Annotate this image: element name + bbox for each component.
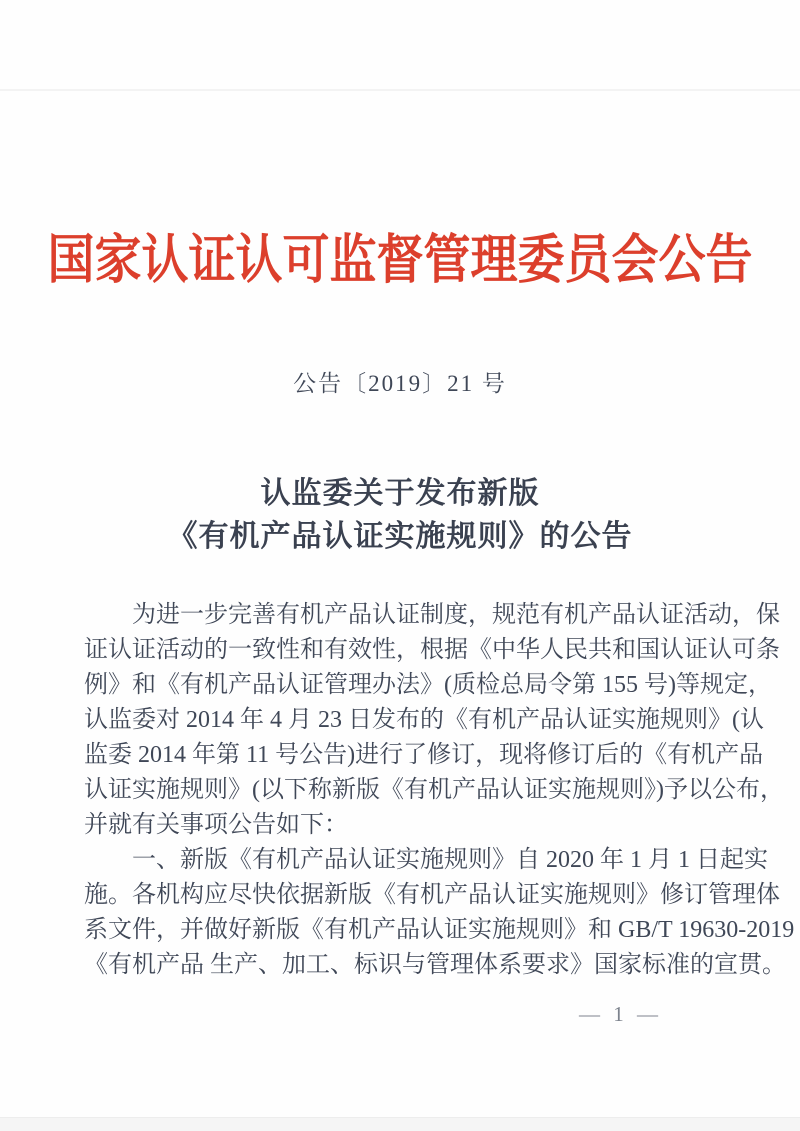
body-line: 系文件，并做好新版《有机产品认证实施规则》和 GB/T 19630-2019 [84, 917, 795, 943]
heading-line-1: 认监委关于发布新版 [260, 477, 540, 510]
document-heading [0, 472, 800, 558]
body-line: 例》和《有机产品认证管理办法》(质检总局令第 155 号)等规定， [84, 672, 772, 698]
body-line: 《有机产品 生产、加工、标识与管理体系要求》国家标准的宣贯。 [84, 952, 786, 978]
scan-crease-line [0, 89, 800, 91]
document-body [84, 598, 795, 983]
page-number: — 1 — [579, 1002, 662, 1026]
body-line: 施。各机构应尽快依据新版《有机产品认证实施规则》修订管理体 [84, 882, 780, 908]
body-line: 认证实施规则》(以下称新版《有机产品认证实施规则》)予以公布， [84, 777, 784, 803]
body-line: 一、新版《有机产品认证实施规则》自 2020 年 1 月 1 日起实 [132, 847, 768, 873]
body-line: 认监委对 2014 年 4 月 23 日发布的《有机产品认证实施规则》(认 [84, 707, 764, 733]
announcement-number: 公告〔2019〕21 号 [293, 371, 507, 396]
document-title: 国家认证认可监督管理委员会公告 [47, 231, 753, 290]
heading-line-2: 《有机产品认证实施规则》的公告 [167, 520, 633, 553]
paper-bottom-edge [0, 1117, 800, 1131]
body-line: 监委 2014 年第 11 号公告)进行了修订，现将修订后的《有机产品 [84, 742, 764, 768]
body-line: 证认证活动的一致性和有效性，根据《中华人民共和国认证认可条 [84, 637, 780, 663]
body-line: 为进一步完善有机产品认证制度，规范有机产品认证活动，保 [132, 602, 780, 628]
body-line: 并就有关事项公告如下： [84, 812, 348, 838]
